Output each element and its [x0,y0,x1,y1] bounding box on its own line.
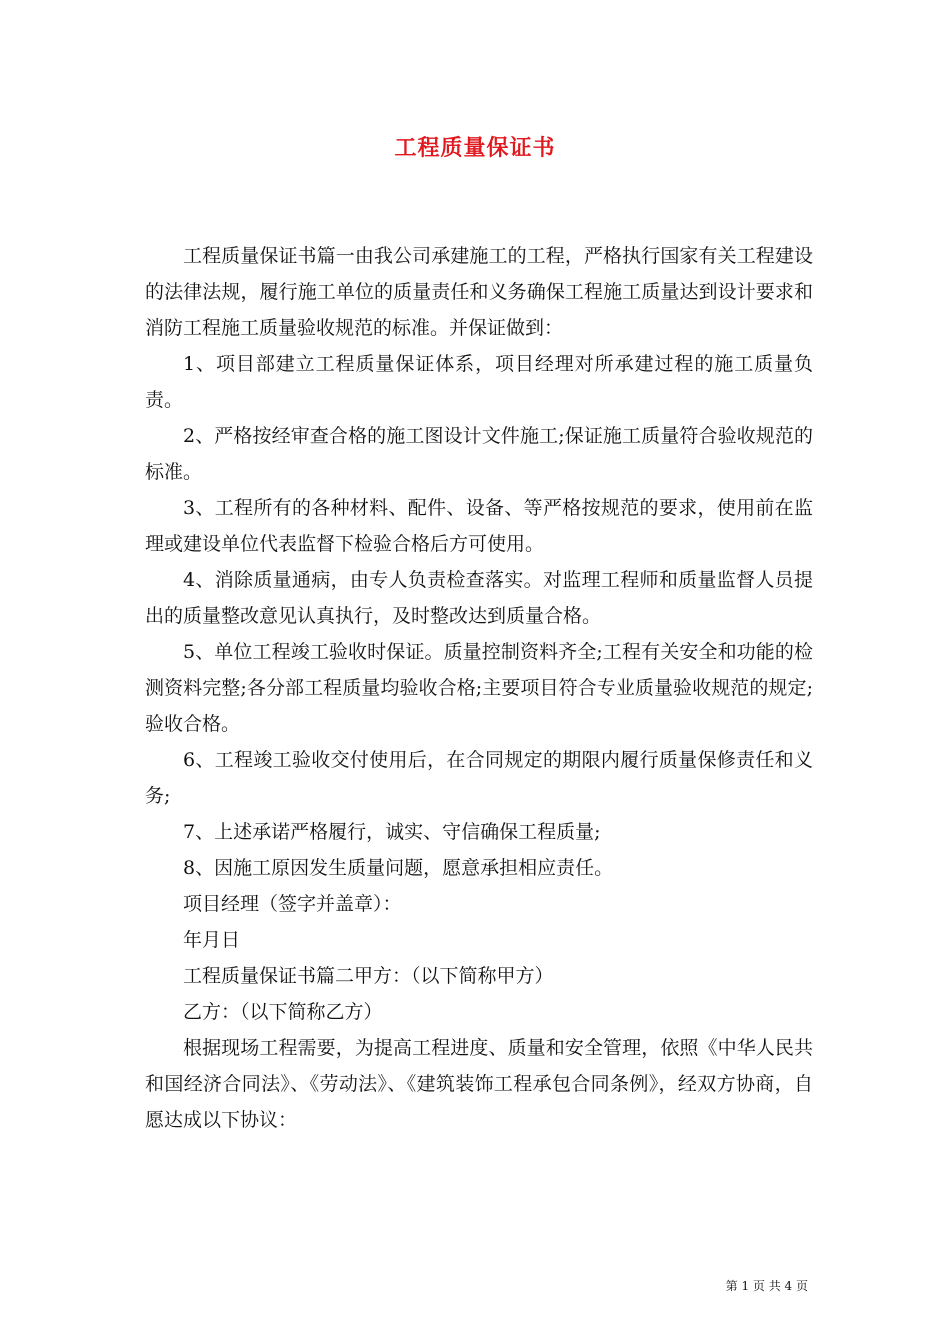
paragraph-intro: 工程质量保证书篇一由我公司承建施工的工程，严格执行国家有关工程建设的法律法规，履行施工单位的质量责任和义务确保工程施工质量达到设计要求和消防工程施工质量验收规范的标准。并保证做到： [145,245,813,339]
date-line: 年月日 [183,929,241,951]
paragraph-item-4: 4、消除质量通病，由专人负责检查落实。对监理工程师和质量监督人员提出的质量整改意见认真执行，及时整改达到质量合格。 [145,569,813,627]
paragraph-item-6: 6、工程竣工验收交付使用后，在合同规定的期限内履行质量保修责任和义务; [145,749,813,807]
document-title: 工程质量保证书 [394,135,556,161]
party-b-line: 乙方：（以下简称乙方） [183,1001,383,1023]
paragraph-item-5: 5、单位工程竣工验收时保证。质量控制资料齐全;工程有关安全和功能的检测资料完整;各分部工程质量均验收合格;主要项目符合专业质量验收规范的规定;验收合格。 [145,641,813,735]
agreement-paragraph: 根据现场工程需要，为提高工程进度、质量和安全管理，依照《中华人民共和国经济合同法》、《劳动法》、《建筑装饰工程承包合同条例》，经双方协商，自愿达成以下协议： [145,1037,813,1131]
page-indicator: 第 1 页 共 4 页 [725,1279,808,1293]
document-body [145,238,813,1138]
paragraph-item-3: 3、工程所有的各种材料、配件、设备、等严格按规范的要求，使用前在监理或建设单位代表监督下检验合格后方可使用。 [145,497,813,555]
party-a-line: 工程质量保证书篇二甲方：（以下简称甲方） [183,965,554,987]
paragraph-item-8: 8、因施工原因发生质量问题，愿意承担相应责任。 [183,857,614,879]
paragraph-item-2: 2、严格按经审查合格的施工图设计文件施工;保证施工质量符合验收规范的标准。 [145,425,813,483]
paragraph-item-7: 7、上述承诺严格履行，诚实、守信确保工程质量; [183,821,601,843]
signature-line: 项目经理（签字并盖章）： [183,893,402,915]
paragraph-item-1: 1、项目部建立工程质量保证体系，项目经理对所承建过程的施工质量负责。 [145,353,813,411]
